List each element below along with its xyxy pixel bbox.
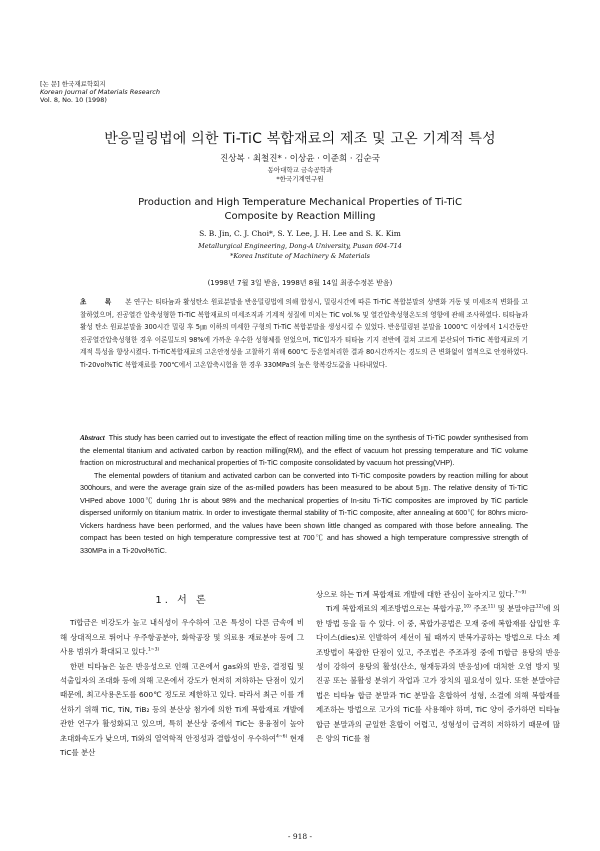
intro-p1-ref: 1~3) (147, 647, 160, 653)
title-en-line-1: Production and High Temperature Mechanical Properties of Ti-TiC (138, 197, 462, 208)
intro-p2-text: 한편 티타늄은 높은 반응성으로 인해 고온에서 gas와의 반응, 결정립 및 석출입자의 조대화 등에 의해 고온에서 강도가 현저히 저하하는 단점이 있기 때문에, 최고사용온도를 600℃ 정도로 제한하고 있다. 따라서 최근 이를 개선하기 위해 TiC, TiN, TiB₂ 등의 분산상 첨가에 의한 Ti계 복합재료 개발에 관한 연구가 활성화되고 있으며, 특히 분산상 중에서 TiC는 용융점이 높아 초대화속도가 낮으며, Ti와의 열역학적 안정성과 결합성이 우수하여 (60, 661, 304, 743)
intro-right-paragraph-1 (316, 588, 560, 602)
abstract-en-paragraph-2: The elemental powders of titanium and activated carbon can be converted into Ti-TiC composite powders by reaction milling for about 300hours, and were the average grain size of the as-milled powders has been measured to be about 5㎛. The relative density of Ti-TiC VHPed above 1000℃ during 1hr is about 98% and the mechanical properties of In-situ Ti-TiC composites are improved by TiC particle dispersed uniformly on titanium matrix. In order to investigate thermal stability of Ti-TiC composite, after annealing at 600℃ for 80hrs micro-Vickers hardness have been performed, and the values have been shown little changed as compared with those before annealing. The compact has been tested on high temperature compressive test at 700℃ and has showed a high temperature compressive strength of 330MPa in a Ti-20vol%TiC. (80, 470, 528, 555)
intro-r-p2-a: Ti계 복합재료의 제조방법으로는 복합가공, (326, 604, 464, 614)
journal-header (40, 80, 160, 104)
intro-r-p2-ref1: 10) (463, 604, 471, 610)
intro-r-p2-c: 및 분말야금 (495, 604, 536, 614)
paper-title-english (0, 196, 600, 224)
received-dates: (1998년 7월 3일 받음, 1998년 8월 14일 최종수정본 받음) (207, 279, 393, 287)
abstract-en-paragraph-1 (80, 432, 528, 470)
intro-right-paragraph-2 (316, 602, 560, 746)
paper-title-korean: 반응밀링법에 의한 Ti-TiC 복합재료의 제조 및 고온 기계적 특성 (104, 131, 496, 147)
affiliation-en-2: *Korea Institute of Machinery & Materials (230, 251, 370, 260)
journal-volume: Vol. 8, No. 10 (1998) (40, 96, 107, 104)
affiliation-en-1: Metallurgical Engineering, Dong-A University, Pusan 604-714 (198, 242, 402, 250)
intro-r-p1-text: 상으로 하는 Ti계 복합재료 개발에 대한 관심이 높아지고 있다. (316, 590, 515, 599)
affiliations-korean (0, 166, 600, 184)
abstract-korean (80, 296, 528, 371)
abstract-ko-text: 본 연구는 티타늄과 활성탄소 원료분말을 반응밀링법에 의해 합성시, 밀링시간에 따른 Ti-TiC 복합분말의 상변화 거동 및 미세조직 변화를 고찰하였으며, 진공열간 압축성형한 Ti-TiC 복합재료의 미세조직과 기계적 성질에 미치는 TiC vol.% 및 열간압축성형온도의 영향에 관해 조사하였다. 티타늄과 활성 탄소 원료분말을 300시간 밀링 후 5㎛ 이하의 미세한 구형의 Ti-TiC 복합분말을 생성시킬 수 있었다. 반응밀링된 분말을 1000℃ 이상에서 1시간동안 진공열간압축성형한 경우 이론밀도의 98%에 가까운 우수한 성형체를 얻었으며, TiC입자가 티타늄 기지 전반에 걸쳐 고르게 분산되어 Ti-TiC 복합재료의 기계적 특성을 향상시켰다. Ti-TiC복합재료의 고온안정성을 고찰하기 위해 600℃ 등온열처리한 결과 80시간까지는 경도의 큰 변화없이 열적으로 안정하였다. Ti-20vol%TiC 복합재료를 700℃에서 고온압축시험을 한 경우 330MPa의 높은 항복강도값을 나타내었다. (80, 298, 528, 369)
intro-p2-tail: 현재 TiC를 분산 (60, 733, 304, 758)
page-number: - 918 - (287, 832, 313, 841)
intro-r-p1-ref: 7~9) (514, 590, 527, 596)
affiliation-ko-1: 동아대학교 금속공학과 (267, 166, 333, 174)
authors-english: S. B. Jin, C. J. Choi*, S. Y. Lee, J. H. Lee and S. K. Kim (199, 229, 401, 238)
intro-r-p2-ref3: 12) (535, 604, 544, 610)
affiliations-english (0, 242, 600, 261)
intro-r-p2-d: 에 의한 방법 등을 들 수 있다. 이 중, 복합가공법은 모재 중에 복합재를 삽입한 후 다이스(dies)로 인발하여 세선이 될 때까지 반복가공하는 방법으로 다소 제조방법이 복잡한 단점이 있고, 주조법은 주조과정 중에 Ti합금 용탕의 반응성이 강하여 용탕의 활성(산소, 형재등과의 반응성)에 대처한 오염 방지 및 진공 또는 불활성 분위기 작업과 고가 장치의 필요성이 있다. 또한 분말야금법은 티타늄 합금 분말과 TiC 분말을 혼합하여 성형, 소결에 의해 복합재를 제조하는 방법으로 고가의 TiC를 사용해야 하며, TiC 양이 증가하면 티타늄 합금 분말과의 균일한 혼합이 어렵고, 성형성이 급격히 저하하기 때문에 많은 양의 TiC를 첨 (316, 604, 561, 744)
section-heading-introduction: 1. 서 론 (155, 595, 209, 606)
intro-r-p2-b: 주조 (470, 604, 488, 614)
abstract-en-label: Abstract (80, 434, 105, 442)
authors-korean: 진상복 · 최철진* · 이상윤 · 이준희 · 김순국 (220, 154, 380, 164)
intro-paragraph-1 (60, 616, 304, 659)
abstract-en-p1: This study has been carried out to investigate the effect of reaction milling time on the synthesis of Ti-TiC powder synthesised from the elemental titanium and activated carbon by reaction milling(RM), and the effect of vacuum hot pressing temperature and TiC volume fraction on microstructural and mechanical properties of Ti-TiC composite consolidated by vacuum hot pressing(VHP). (80, 433, 528, 467)
title-en-line-2: Composite by Reaction Milling (224, 211, 376, 222)
affiliation-ko-2: *한국기계연구원 (276, 175, 324, 183)
body-column-right (316, 588, 560, 746)
intro-r-p2-ref2: 11) (487, 604, 496, 610)
intro-p1-text: Ti합금은 비강도가 높고 내식성이 우수하여 고온 특성이 다른 금속에 비해 상대적으로 뛰어나 우주항공분야, 화학공장 및 의료용 재료분야 등에 그 사용 범위가 확대되고 있다. (60, 618, 304, 657)
journal-type-line: [논 문] 한국재료학회지 (40, 80, 106, 88)
intro-p2-ref: 4~6) (276, 734, 288, 740)
journal-name-en: Korean Journal of Materials Research (40, 88, 160, 96)
intro-paragraph-2 (60, 660, 304, 761)
body-column-left (60, 594, 304, 760)
abstract-ko-label: 초 록 (80, 298, 120, 306)
abstract-english (80, 432, 528, 557)
